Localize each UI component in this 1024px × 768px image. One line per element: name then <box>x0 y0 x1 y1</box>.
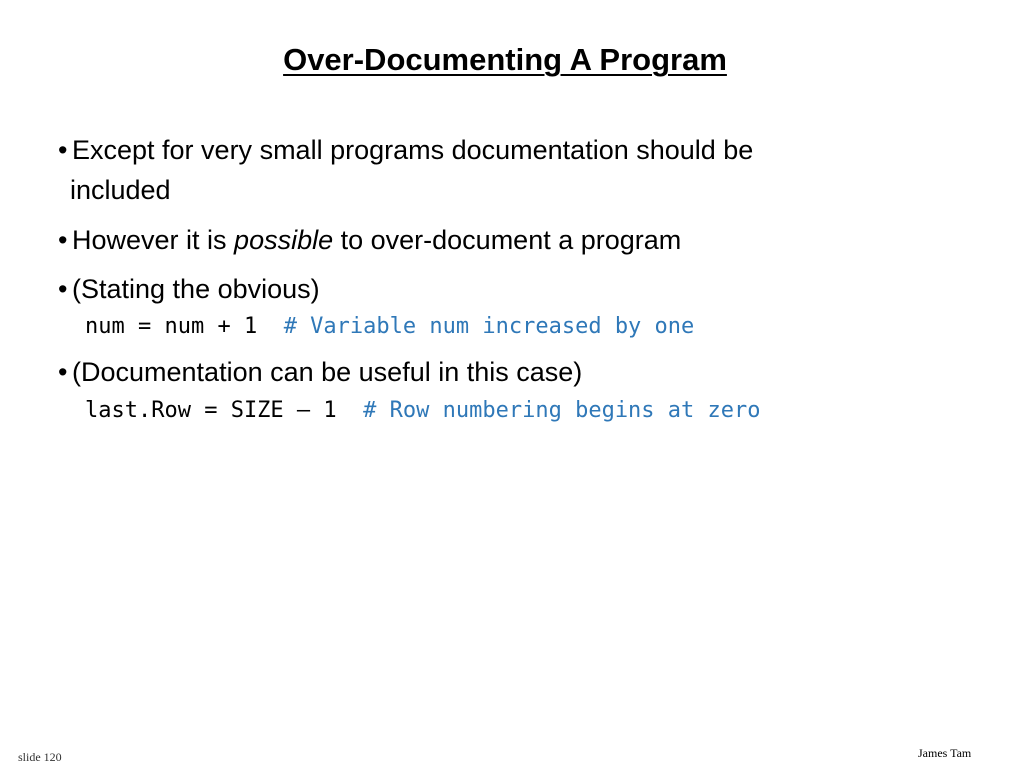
code-example-2 <box>85 395 761 427</box>
author-name: James Tam <box>918 746 972 760</box>
bullet-2-emphasis: possible <box>234 225 334 255</box>
bullet-2-text-before: However it is <box>72 225 235 255</box>
code-comment: # Row numbering begins at zero <box>363 398 761 423</box>
bullet-2 <box>58 220 681 260</box>
slide-title: Over-Documenting A Program <box>283 42 727 77</box>
bullet-dot: • <box>58 357 68 387</box>
bullet-3 <box>58 269 320 309</box>
bullet-dot: • <box>58 225 68 255</box>
bullet-2-text-after: to over-document a program <box>333 225 682 255</box>
bullet-1 <box>58 130 753 170</box>
code-statement: num = num + 1 <box>85 314 284 339</box>
bullet-1-text: Except for very small programs documentation should be <box>72 135 754 165</box>
code-example-1 <box>85 311 694 343</box>
bullet-dot: • <box>58 274 68 304</box>
bullet-3-text: (Stating the obvious) <box>72 274 320 304</box>
bullet-4 <box>58 352 582 392</box>
code-comment: # Variable num increased by one <box>283 314 695 339</box>
code-statement: last.Row = SIZE – 1 <box>85 398 364 423</box>
bullet-1-continuation: included <box>70 175 171 205</box>
bullet-dot: • <box>58 135 68 165</box>
bullet-4-text: (Documentation can be useful in this case) <box>72 357 583 387</box>
slide-number: slide 120 <box>18 750 62 764</box>
